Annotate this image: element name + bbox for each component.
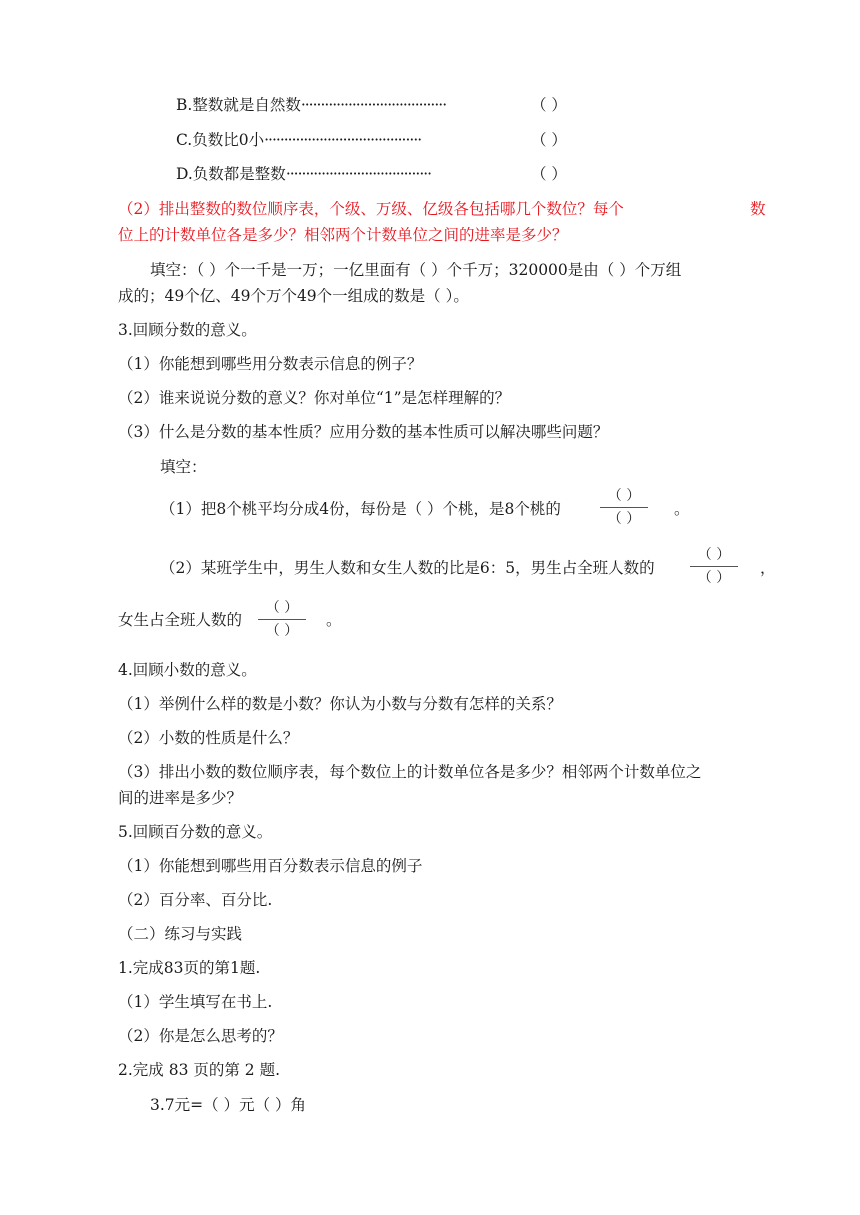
fraction-bar [600, 507, 648, 508]
fraction-denominator: （ ） [265, 623, 299, 639]
option-b-dots: ····································· [300, 96, 447, 114]
fill1-line1: 填空：（ ）个一千是一万；一亿里面有（ ）个千万；320000是由（ ）个万组 [150, 261, 682, 279]
option-c-paren: （ ） [531, 131, 567, 149]
fill2-item2b-end: 。 [326, 611, 342, 629]
part2-item2a: 3.7元=（ ）元（ ）角 [150, 1096, 306, 1114]
fraction-bar [258, 619, 306, 620]
section3-q1: （1）你能想到哪些用分数表示信息的例子？ [118, 355, 423, 373]
section4-q3b: 间的进率是多少？ [118, 789, 243, 807]
fraction-bar [690, 566, 738, 567]
fraction-blank-1 [600, 488, 648, 527]
fill2-item1-end: 。 [674, 500, 690, 518]
section5-title: 5.回顾百分数的意义。 [118, 823, 273, 841]
section5-q2: （2）百分率、百分比. [118, 891, 273, 909]
fraction-numerator: （ ） [265, 600, 299, 616]
fraction-numerator: （ ） [697, 547, 731, 563]
fill2-item1: （1）把8个桃平均分成4份，每份是（ ）个桃，是8个桃的 [160, 500, 561, 518]
part2-item1b: （2）你是怎么思考的？ [118, 1027, 283, 1045]
section3-q3: （3）什么是分数的基本性质？应用分数的基本性质可以解决哪些问题？ [118, 423, 609, 441]
part2-item2: 2.完成 83 页的第 2 题. [118, 1061, 281, 1079]
fill1-line2: 成的；49个亿、49个万个49个一组成的数是（ ）。 [118, 287, 469, 305]
section4-title: 4.回顾小数的意义。 [118, 661, 257, 679]
option-b-paren: （ ） [531, 96, 567, 114]
fill2-item2-comma: ， [760, 559, 776, 577]
part2-item1: 1.完成83页的第1题. [118, 959, 261, 977]
section4-q2: （2）小数的性质是什么？ [118, 729, 299, 747]
fraction-blank-3 [258, 600, 306, 639]
section5-q1: （1）你能想到哪些用百分数表示信息的例子 [118, 857, 423, 875]
q2-red-line1-tail: 数 [750, 200, 766, 218]
option-c-dots: ········································ [264, 131, 422, 149]
section3-q2: （2）谁来说说分数的意义？你对单位“1”是怎样理解的？ [118, 389, 511, 407]
option-d [176, 164, 431, 184]
section3-title: 3.回顾分数的意义。 [118, 321, 257, 339]
option-c-text: C.负数比0小 [176, 131, 265, 149]
fraction-denominator: （ ） [607, 511, 641, 527]
option-b-text: B.整数就是自然数 [176, 96, 301, 114]
fill2-item2b: 女生占全班人数的 [118, 611, 243, 629]
fraction-blank-2 [690, 547, 738, 586]
option-c [176, 130, 421, 150]
fraction-denominator: （ ） [697, 570, 731, 586]
option-d-dots: ····································· [285, 165, 432, 183]
option-b [176, 95, 446, 115]
section4-q3a: （3）排出小数的数位顺序表，每个数位上的计数单位各是多少？相邻两个计数单位之 [118, 763, 702, 781]
fill2-item2: （2）某班学生中，男生人数和女生人数的比是6：5，男生占全班人数的 [160, 559, 655, 577]
q2-red-line2: 位上的计数单位各是多少？相邻两个计数单位之间的进率是多少？ [118, 226, 568, 244]
section4-q1: （1）举例什么样的数是小数？你认为小数与分数有怎样的关系？ [118, 695, 562, 713]
fill2-label: 填空： [160, 458, 207, 476]
part2-title: （二）练习与实践 [118, 925, 243, 943]
fraction-numerator: （ ） [607, 488, 641, 504]
q2-red-line1: （2）排出整数的数位顺序表，个级、万级、亿级各包括哪几个数位？每个 [118, 200, 624, 218]
part2-item1a: （1）学生填写在书上. [118, 993, 273, 1011]
option-d-paren: （ ） [531, 165, 567, 183]
option-d-text: D.负数都是整数 [176, 165, 286, 183]
